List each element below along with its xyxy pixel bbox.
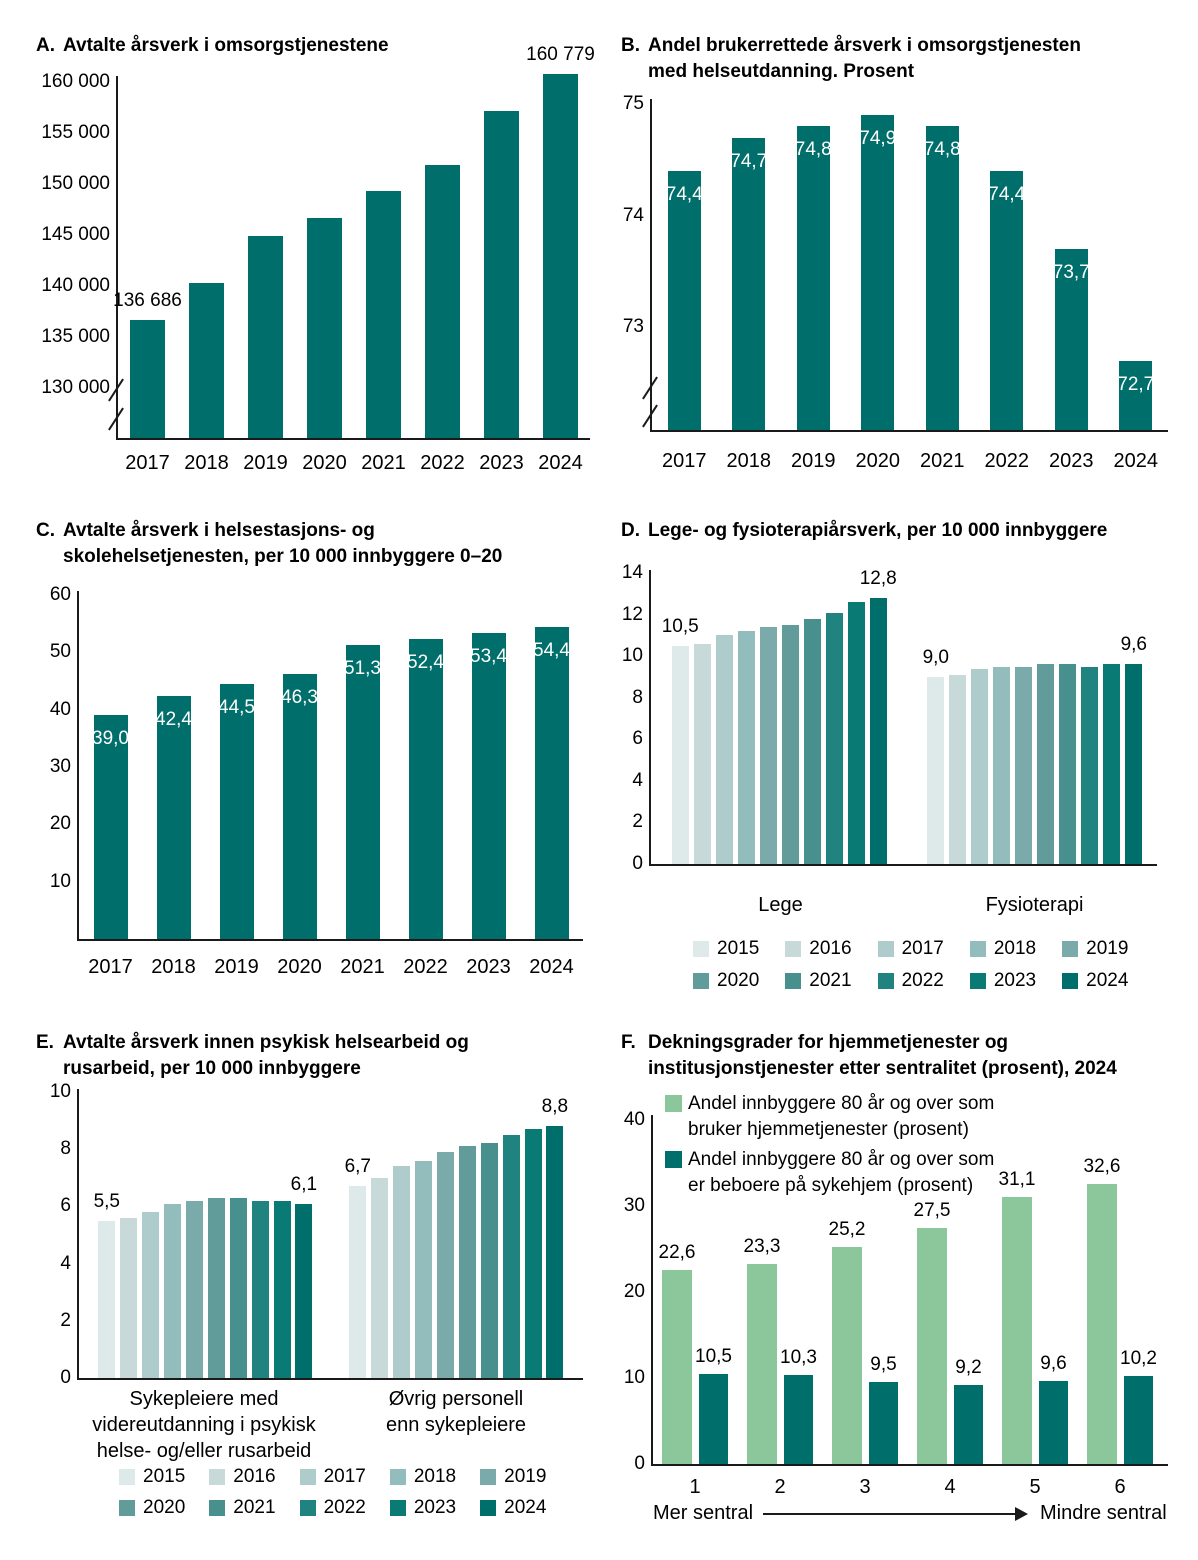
bar-value-label: 10,2 xyxy=(1120,1348,1157,1370)
y-tick-label: 4 xyxy=(632,769,643,791)
y-tick-label: 30 xyxy=(49,755,71,777)
bar-2024 xyxy=(543,74,578,438)
bar-value-label: 25,2 xyxy=(828,1219,866,1241)
bar-2019 xyxy=(220,684,254,939)
x-tick-label: 2024 xyxy=(529,956,574,978)
y-tick-label: 145 000 xyxy=(41,224,110,245)
legend-year-label: 2018 xyxy=(993,938,1037,959)
y-tick-label: 6 xyxy=(632,728,643,750)
bar-2023 xyxy=(484,111,519,438)
arrow-line xyxy=(763,1513,1015,1515)
bar-value-label: 10,5 xyxy=(695,1345,732,1367)
legend-item-2020 xyxy=(693,970,759,992)
bar-2018 xyxy=(738,631,755,864)
bar-value-label: 44,5 xyxy=(218,696,255,718)
y-axis-line xyxy=(649,570,651,866)
y-tick-label: 40 xyxy=(623,1109,645,1130)
bar-value-label: 72,7 xyxy=(1117,373,1155,395)
arrow-head-icon xyxy=(1015,1507,1028,1521)
bar-value-label: 74,4 xyxy=(988,184,1026,206)
y-tick-label: 2 xyxy=(632,811,643,833)
title-line: Avtalte årsverk i omsorgstjenestene xyxy=(63,35,389,56)
bar-2016 xyxy=(949,675,966,864)
x-tick-label: 2018 xyxy=(184,452,229,474)
bar-green-5 xyxy=(1002,1197,1032,1464)
y-tick-label: 10 xyxy=(621,645,643,667)
legend-label-line: Andel innbyggere 80 år og over som xyxy=(688,1093,995,1114)
legend-row xyxy=(119,1497,546,1519)
legend-swatch-2023 xyxy=(970,973,986,989)
legend-swatch-2019 xyxy=(1062,941,1078,957)
y-tick-label: 20 xyxy=(49,813,71,835)
legend-year-label: 2016 xyxy=(233,1466,276,1487)
y-tick-label: 150 000 xyxy=(41,173,110,194)
bar-2018 xyxy=(189,283,224,438)
legend-swatch-2020 xyxy=(693,973,709,989)
bar-value-label: 32,6 xyxy=(1083,1155,1121,1177)
chart-e-plot xyxy=(0,1030,599,1560)
x-tick-label: 4 xyxy=(944,1476,956,1498)
bar-2020 xyxy=(459,1146,476,1378)
x-tick-label: 2022 xyxy=(420,452,465,474)
y-tick-label: 40 xyxy=(49,698,71,720)
bar-2024 xyxy=(546,1126,563,1378)
bar-2022 xyxy=(990,171,1023,430)
x-tick-label: 2023 xyxy=(1049,450,1094,472)
y-axis-line xyxy=(77,1089,79,1380)
chart-d-letter: D. xyxy=(621,520,640,541)
y-tick-label: 73 xyxy=(622,316,644,338)
legend-item-2023 xyxy=(970,970,1036,992)
x-axis-line xyxy=(651,1464,1168,1466)
legend-year-label: 2015 xyxy=(717,938,760,959)
legend-item-2015 xyxy=(693,938,759,960)
legend-swatch-2019 xyxy=(480,1469,496,1485)
group-label-line: enn sykepleiere xyxy=(385,1414,527,1436)
x-axis-line xyxy=(649,864,1157,866)
legend-year-label: 2019 xyxy=(504,1466,547,1487)
legend-item-2022 xyxy=(878,970,944,992)
legend-swatch-2024 xyxy=(480,1500,496,1516)
y-tick-label: 30 xyxy=(623,1195,645,1216)
legend-swatch-2016 xyxy=(209,1469,225,1485)
x-axis-line xyxy=(116,438,590,440)
bar-value-label: 74,9 xyxy=(859,128,897,150)
x-tick-label: 2017 xyxy=(662,450,707,472)
x-tick-label: 2021 xyxy=(920,450,965,472)
bar-2020 xyxy=(1037,664,1054,864)
y-tick-label: 60 xyxy=(49,584,71,605)
bar-2022 xyxy=(425,165,460,438)
chart-a-letter: A. xyxy=(36,35,55,56)
legend-item-2023 xyxy=(390,1497,456,1519)
x-tick-label: 2018 xyxy=(151,956,196,978)
bar-2017 xyxy=(668,171,701,430)
legend-year-label: 2015 xyxy=(143,1466,186,1487)
title-line: skolehelsetjenesten, per 10 000 innbyggere 0–20 xyxy=(63,546,503,567)
x-annotation-right: Mindre sentral xyxy=(1040,1502,1167,1524)
y-tick-label: 4 xyxy=(60,1252,71,1274)
group-label-line: Sykepleiere med xyxy=(129,1388,279,1410)
bar-2018 xyxy=(993,667,1010,864)
legend-item-2021 xyxy=(785,970,851,992)
title-line: Lege- og fysioterapiårsverk, per 10 000 innbyggere xyxy=(648,520,1108,541)
bar-value-label: 74,8 xyxy=(923,139,961,161)
legend-year-label: 2016 xyxy=(809,938,852,959)
bar-2022 xyxy=(252,1201,269,1378)
bar-2018 xyxy=(415,1161,432,1378)
group-label-line: videreutdanning i psykisk xyxy=(92,1414,316,1436)
bar-value-label: 9,2 xyxy=(955,1356,982,1378)
title-line: Avtalte årsverk innen psykisk helsearbeid og xyxy=(63,1032,469,1053)
legend-item-2017 xyxy=(300,1466,366,1488)
bar-value-label: 74,8 xyxy=(794,139,832,161)
legend-item-2024 xyxy=(1062,970,1128,992)
panel-e xyxy=(0,1030,599,1560)
legend-year-label: 2020 xyxy=(717,970,760,991)
y-tick-label: 6 xyxy=(60,1195,71,1217)
x-tick-label: 2021 xyxy=(361,452,406,474)
panel-a xyxy=(0,0,599,515)
title-line: Andel brukerrettede årsverk i omsorgstjenesten xyxy=(648,35,1081,56)
x-tick-label: 2019 xyxy=(791,450,836,472)
legend-label-line: bruker hjemmetjenester (prosent) xyxy=(688,1119,969,1140)
bar-value-label: 136 686 xyxy=(113,289,182,311)
y-tick-label: 74 xyxy=(622,204,644,226)
bar-2018 xyxy=(164,1204,181,1378)
bar-2020 xyxy=(861,115,894,430)
bar-value-label: 9,0 xyxy=(922,646,949,668)
bar-2021 xyxy=(346,645,380,939)
bar-2023 xyxy=(1103,664,1120,864)
bar-2021 xyxy=(366,191,401,438)
x-tick-label: 2020 xyxy=(855,450,900,472)
x-tick-label: 2020 xyxy=(277,956,322,978)
bar-2019 xyxy=(760,627,777,864)
bar-2016 xyxy=(371,1178,388,1378)
group-label-line: Øvrig personell xyxy=(388,1388,524,1410)
bar-value-label: 6,7 xyxy=(344,1156,371,1178)
legend-year-label: 2023 xyxy=(413,1497,457,1518)
legend-item-2015 xyxy=(119,1466,185,1488)
legend-year-label: 2021 xyxy=(809,970,852,991)
legend-item-2017 xyxy=(878,938,944,960)
x-tick-label: 2024 xyxy=(538,452,583,474)
chart-f-plot xyxy=(599,1030,1198,1560)
bar-value-label: 12,8 xyxy=(859,567,897,589)
legend-swatch-2015 xyxy=(693,941,709,957)
x-tick-label: 1 xyxy=(689,1476,701,1498)
y-tick-label: 8 xyxy=(632,686,643,708)
legend-year-label: 2017 xyxy=(323,1466,366,1487)
legend-swatch-teal xyxy=(665,1151,682,1168)
bar-2023 xyxy=(472,633,506,939)
legend-swatch-2024 xyxy=(1062,973,1078,989)
legend-item-2022 xyxy=(300,1497,366,1519)
bar-value-label: 74,4 xyxy=(665,184,703,206)
x-tick-label: 2017 xyxy=(88,956,133,978)
title-line: Dekningsgrader for hjemmetjenester og xyxy=(648,1032,1009,1053)
legend-item-2020 xyxy=(119,1497,185,1519)
bar-2015 xyxy=(98,1221,115,1378)
y-tick-label: 8 xyxy=(60,1138,71,1160)
legend-year-label: 2022 xyxy=(323,1497,366,1518)
x-tick-label: 2018 xyxy=(726,450,771,472)
bar-2018 xyxy=(157,696,191,939)
legend-swatch-2017 xyxy=(878,941,894,957)
legend-row xyxy=(693,938,1128,960)
group-label-line: Fysioterapi xyxy=(985,894,1084,916)
bar-teal-2 xyxy=(784,1375,813,1464)
y-tick-label: 12 xyxy=(621,603,643,625)
x-tick-label: 5 xyxy=(1029,1476,1041,1498)
bar-value-label: 52,4 xyxy=(407,651,444,673)
y-tick-label: 155 000 xyxy=(41,122,110,143)
group-label xyxy=(641,892,921,918)
bar-teal-5 xyxy=(1039,1381,1068,1464)
legend-year-label: 2019 xyxy=(1086,938,1129,959)
bar-value-label: 160 779 xyxy=(526,44,595,66)
bar-2020 xyxy=(283,674,317,939)
x-tick-label: 2021 xyxy=(340,956,385,978)
x-tick-label: 2023 xyxy=(466,956,511,978)
bar-2022 xyxy=(826,613,843,864)
legend-year-label: 2017 xyxy=(901,938,944,959)
group-label-line: Lege xyxy=(758,894,803,916)
legend-item-2018 xyxy=(970,938,1036,960)
title-line: rusarbeid, per 10 000 innbyggere xyxy=(63,1058,361,1079)
x-tick-label: 3 xyxy=(859,1476,871,1498)
legend-swatch-2022 xyxy=(878,973,894,989)
bar-2021 xyxy=(804,619,821,864)
legend-item-2016 xyxy=(785,938,851,960)
chart-c-plot xyxy=(0,515,599,1030)
legend-swatch-2022 xyxy=(300,1500,316,1516)
y-tick-label: 14 xyxy=(621,562,643,583)
x-tick-label: 2024 xyxy=(1113,450,1158,472)
legend-year-label: 2020 xyxy=(143,1497,186,1518)
bar-2019 xyxy=(248,236,283,438)
chart-d-plot xyxy=(599,515,1198,1030)
bar-value-label: 46,3 xyxy=(281,686,318,708)
y-tick-label: 20 xyxy=(623,1281,645,1302)
x-tick-label: 2017 xyxy=(125,452,170,474)
y-tick-label: 140 000 xyxy=(41,275,110,296)
bar-value-label: 8,8 xyxy=(541,1096,569,1118)
legend-row xyxy=(693,970,1128,992)
title-line: institusjonstjenester etter sentralitet (prosent), 2024 xyxy=(648,1058,1117,1079)
bar-2015 xyxy=(672,646,689,864)
y-tick-label: 0 xyxy=(60,1367,71,1388)
bar-2022 xyxy=(503,1135,520,1378)
bar-2017 xyxy=(130,320,165,438)
x-axis-line xyxy=(77,1378,583,1380)
bar-2024 xyxy=(295,1204,312,1378)
x-tick-label: 2022 xyxy=(984,450,1029,472)
legend-swatch-2023 xyxy=(390,1500,406,1516)
legend-item-2021 xyxy=(209,1497,275,1519)
bar-2016 xyxy=(694,644,711,864)
x-tick-label: 6 xyxy=(1114,1476,1126,1498)
legend-item-2024 xyxy=(480,1497,546,1519)
chart-c-letter: C. xyxy=(36,520,55,541)
bar-2016 xyxy=(120,1218,137,1378)
bar-2024 xyxy=(1125,664,1142,864)
legend-swatch-2020 xyxy=(119,1500,135,1516)
x-tick-label: 2020 xyxy=(302,452,347,474)
bar-value-label: 5,5 xyxy=(93,1190,120,1212)
x-axis-line xyxy=(650,430,1168,432)
bar-teal-4 xyxy=(954,1385,983,1464)
legend-item-2016 xyxy=(209,1466,275,1488)
legend-swatch-2016 xyxy=(785,941,801,957)
legend-label xyxy=(688,1091,994,1143)
bar-2021 xyxy=(1059,664,1076,864)
bar-value-label: 42,4 xyxy=(155,708,192,730)
panel-c xyxy=(0,515,599,1030)
chart-e-letter: E. xyxy=(36,1032,54,1053)
bar-value-label: 9,6 xyxy=(1120,634,1147,656)
legend-item-2018 xyxy=(390,1466,456,1488)
legend-item-2019 xyxy=(1062,938,1128,960)
chart-f-letter: F. xyxy=(621,1032,636,1053)
chart-b-letter: B. xyxy=(621,35,640,56)
x-tick-label: 2023 xyxy=(479,452,524,474)
bar-2023 xyxy=(274,1201,291,1378)
bar-2021 xyxy=(481,1143,498,1378)
y-tick-label: 50 xyxy=(49,641,71,663)
legend-swatch-2018 xyxy=(970,941,986,957)
y-tick-label: 75 xyxy=(622,93,644,114)
bar-value-label: 39,0 xyxy=(92,728,129,750)
legend-label-line: Andel innbyggere 80 år og over som xyxy=(688,1149,995,1170)
x-tick-label: 2019 xyxy=(243,452,288,474)
bar-2020 xyxy=(208,1198,225,1378)
x-tick-label: 2 xyxy=(774,1476,786,1498)
bar-teal-1 xyxy=(699,1374,728,1464)
legend-year-label: 2021 xyxy=(233,1497,276,1518)
legend-swatch-2018 xyxy=(390,1469,406,1485)
bar-2022 xyxy=(409,639,443,939)
bar-teal-6 xyxy=(1124,1376,1153,1464)
legend-year-label: 2022 xyxy=(901,970,944,991)
bar-green-4 xyxy=(917,1228,947,1465)
group-label-line: helse- og/eller rusarbeid xyxy=(96,1440,312,1462)
group-label xyxy=(316,1386,596,1438)
bar-2017 xyxy=(716,635,733,864)
bar-value-label: 9,6 xyxy=(1040,1353,1067,1375)
legend-label-line: er beboere på sykehjem (prosent) xyxy=(688,1175,974,1196)
bar-value-label: 54,4 xyxy=(533,640,570,662)
bar-value-label: 10,5 xyxy=(661,615,699,637)
chart-a-plot xyxy=(0,0,599,515)
bar-value-label: 23,3 xyxy=(743,1235,781,1257)
y-tick-label: 0 xyxy=(634,1453,645,1474)
bar-value-label: 73,7 xyxy=(1052,262,1090,284)
legend-swatch-2021 xyxy=(209,1500,225,1516)
bar-2019 xyxy=(437,1152,454,1378)
bar-2020 xyxy=(307,218,342,438)
legend-swatch-2021 xyxy=(785,973,801,989)
x-annotation-left: Mer sentral xyxy=(653,1502,754,1524)
legend-year-label: 2023 xyxy=(993,970,1037,991)
legend-row xyxy=(119,1466,546,1488)
bar-teal-3 xyxy=(869,1382,898,1464)
legend-label xyxy=(688,1147,994,1199)
bar-2023 xyxy=(848,602,865,864)
title-line: Avtalte årsverk i helsestasjons- og xyxy=(63,520,375,541)
bar-2019 xyxy=(797,126,830,430)
bar-value-label: 22,6 xyxy=(658,1241,696,1263)
bar-green-6 xyxy=(1087,1184,1117,1464)
legend-year-label: 2024 xyxy=(1086,970,1129,991)
bar-2019 xyxy=(1015,667,1032,864)
bar-2017 xyxy=(142,1212,159,1378)
bar-value-label: 51,3 xyxy=(344,657,381,679)
x-axis-line xyxy=(77,939,583,941)
panel-b xyxy=(599,0,1198,515)
bar-2023 xyxy=(525,1129,542,1378)
bar-2021 xyxy=(230,1198,247,1378)
y-tick-label: 2 xyxy=(60,1309,71,1331)
bar-2024 xyxy=(870,598,887,864)
legend-year-label: 2018 xyxy=(413,1466,457,1487)
bar-value-label: 6,1 xyxy=(290,1173,318,1195)
bar-value-label: 31,1 xyxy=(998,1168,1036,1190)
y-tick-label: 135 000 xyxy=(41,326,110,347)
y-tick-label: 10 xyxy=(49,870,71,892)
bar-2015 xyxy=(349,1186,366,1378)
bar-2015 xyxy=(927,677,944,864)
panel-f xyxy=(599,1030,1198,1560)
bar-2022 xyxy=(1081,667,1098,864)
y-tick-label: 130 000 xyxy=(41,377,110,398)
bar-value-label: 10,3 xyxy=(780,1347,817,1369)
panel-d xyxy=(599,515,1198,1030)
y-tick-label: 0 xyxy=(632,853,643,875)
bar-value-label: 74,7 xyxy=(730,150,768,172)
y-axis-line xyxy=(77,591,79,941)
bar-2020 xyxy=(782,625,799,864)
bar-value-label: 9,5 xyxy=(870,1354,897,1376)
bar-2019 xyxy=(186,1201,203,1378)
group-label xyxy=(895,892,1175,918)
legend-swatch-2015 xyxy=(119,1469,135,1485)
y-axis-line xyxy=(651,1115,653,1466)
group-label xyxy=(64,1386,344,1464)
x-tick-label: 2022 xyxy=(403,956,448,978)
title-line: med helseutdanning. Prosent xyxy=(648,61,915,82)
legend-item-2019 xyxy=(480,1466,546,1488)
chart-b-plot xyxy=(599,0,1198,515)
legend-year-label: 2024 xyxy=(504,1497,547,1518)
bar-value-label: 53,4 xyxy=(470,645,507,667)
legend-swatch-2017 xyxy=(300,1469,316,1485)
legend-swatch-green xyxy=(665,1095,682,1112)
y-tick-label: 160 000 xyxy=(41,71,110,92)
bar-2018 xyxy=(732,138,765,430)
bar-value-label: 27,5 xyxy=(913,1199,951,1221)
bar-2017 xyxy=(971,669,988,864)
bar-2017 xyxy=(393,1166,410,1378)
y-tick-label: 10 xyxy=(49,1081,71,1102)
y-tick-label: 10 xyxy=(623,1367,645,1388)
bar-2021 xyxy=(926,126,959,430)
x-tick-label: 2019 xyxy=(214,956,259,978)
